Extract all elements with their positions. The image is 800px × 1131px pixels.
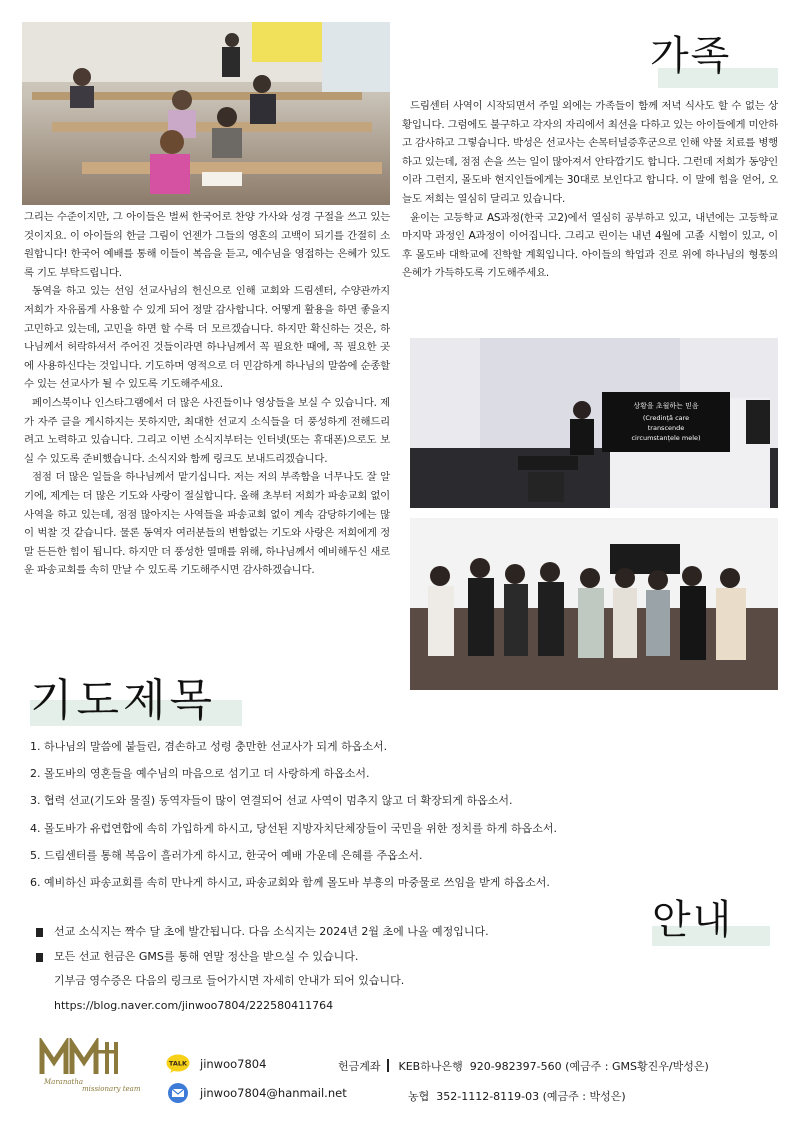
receipt-link[interactable]: https://blog.naver.com/jinwoo7804/222580411764 bbox=[54, 998, 334, 1012]
notice-heading-text: 안내 bbox=[652, 897, 734, 943]
email-address[interactable]: jinwoo7804@hanmail.net bbox=[200, 1086, 347, 1100]
bank-account-nh: 농협 352-1112-8119-03 (예금주 : 박성은) bbox=[408, 1090, 626, 1103]
divider bbox=[387, 1059, 389, 1072]
bank-account-row-1 bbox=[338, 1058, 709, 1074]
logo-text-maranatha: Maranatha bbox=[44, 1078, 84, 1086]
kakao-id[interactable]: jinwoo7804 bbox=[200, 1057, 267, 1071]
worship-photo bbox=[410, 338, 778, 508]
square-bullet-icon bbox=[36, 928, 43, 937]
donation-account-label: 헌금계좌 bbox=[338, 1060, 381, 1073]
family-heading-text: 가족 bbox=[650, 33, 732, 79]
prayer-item: 1. 하나님의 말씀에 붙들린, 겸손하고 성령 충만한 선교사가 되게 하옵소서. bbox=[30, 740, 388, 753]
notice-text: 모든 선교 헌금은 GMS를 통해 연말 정산을 받으실 수 있습니다. bbox=[54, 949, 359, 963]
maranatha-logo bbox=[38, 1038, 148, 1096]
left-paragraph-4: 점점 더 많은 일들을 하나님께서 맡기십니다. 저는 저의 부족함을 너무나도 잘 알기에, 제게는 더 많은 기도와 사랑이 절실합니다. 올해 초부터 저희가 파송교회 없이 사역을 하고 있는데, 점점 많아지는 사역들을 파송교회 없이 계속 감당하기에는 많이 벅찰 것 같습니다. 물론 동역자 여러분들의 변함없는 기도와 사랑은 저희에게 정말 든든한 힘이 됩니다. 하지만 더 풍성한 열매를 위해, 하나님께서 예비해두신 새로운 파송교회를 속히 만날 수 있도록 기도해주시면 감사하겠습니다. bbox=[24, 471, 390, 577]
left-paragraph-1: 그리는 수준이지만, 그 아이들은 벌써 한국어로 찬양 가사와 성경 구절을 쓰고 있는 것이지요. 이 아이들의 한글 그림이 언젠가 그들의 영혼의 고백이 되기를 간절히 소원합니다! 한국어 예배를 통해 이들이 복음을 듣고, 예수님을 영접하는 은혜가 있도록 기도 부탁드립니다. bbox=[24, 211, 390, 279]
notice-item bbox=[36, 945, 656, 970]
notice-item bbox=[36, 920, 656, 945]
left-paragraph-2: 동역을 하고 있는 선임 선교사님의 헌신으로 인해 교회와 드림센터, 수양관까지 저희가 자유롭게 사용할 수 있게 되어 정말 감사합니다. 어떻게 활용을 하면 좋을지 고민하고 있는데, 고민을 하면 할 수록 더 모르겠습니다. 하지만 확신하는 것은, 하나님께서 허락하셔서 주어진 것들이라면 하나님께서 꼭 필요한 때에, 꼭 필요한 곳에 사용하신다는 것입니다. 기도하며 영적으로 더 민감하게 하나님의 말씀에 순종할 수 있는 선교사가 될 수 있도록 기도해주세요. bbox=[24, 285, 390, 391]
group-photo bbox=[410, 518, 778, 690]
screen-line-1: 상황을 초월하는 믿음 bbox=[633, 402, 699, 410]
screen-line-4: circumstanțele mele) bbox=[631, 434, 701, 442]
prayer-item: 5. 드림센터를 통해 복음이 흘러가게 하시고, 한국어 예배 가운데 은혜를 주옵소서. bbox=[30, 848, 423, 862]
screen-line-3: transcende bbox=[647, 424, 685, 432]
prayer-item: 2. 몰도바의 영혼들을 예수님의 마음으로 섬기고 더 사랑하게 하옵소서. bbox=[30, 767, 370, 781]
notice-heading bbox=[652, 888, 733, 945]
screen-line-2: (Credință care bbox=[642, 414, 690, 422]
prayer-item: 6. 예비하신 파송교회를 속히 만나게 하시고, 파송교회와 함께 몰도바 부흥의 마중물로 쓰임을 받게 하옵소서. bbox=[30, 875, 550, 889]
bank-account-keb: KEB하나은행 920-982397-560 (예금주 : GMS황진우/박성은) bbox=[398, 1060, 709, 1073]
notice-subtext: 기부금 영수증은 다음의 링크로 들어가시면 자세히 안내가 되어 있습니다. bbox=[54, 974, 405, 988]
prayer-heading bbox=[30, 664, 216, 728]
left-paragraph-3: 페이스북이나 인스타그램에서 더 많은 사진들이나 영상들을 보실 수 있습니다. 제가 자주 글을 게시하지는 못하지만, 최대한 선교지 소식들을 더 풍성하게 전해드리려고 노력하고 있습니다. 그리고 이번 소식지부터는 인터넷(또는 휴대폰)으로도 보실 수 있도록 준비했습니다. 소식지와 함께 링크도 보내드리겠습니다. bbox=[24, 396, 390, 465]
mail-icon bbox=[166, 1083, 190, 1103]
kakao-contact bbox=[166, 1054, 266, 1074]
classroom-photo bbox=[22, 22, 390, 205]
left-column-text bbox=[24, 208, 390, 580]
right-paragraph-2: 윤이는 고등학교 AS과정(한국 고2)에서 열심히 공부하고 있고, 내년에는 고등학교 마지막 과정인 A과정이 이어집니다. 그리고 린이는 내년 4월에 고졸 시험이 있고, 이후 몰도바 대학교에 진학할 계획입니다. 아이들의 학업과 진로 위에 하나님의 형통의 은혜가 가득하도록 기도해주세요. bbox=[402, 211, 778, 280]
prayer-item: 3. 협력 선교(기도와 물질) 동역자들이 많이 연결되어 선교 사역이 멈추지 않고 더 확장되게 하옵소서. bbox=[30, 794, 513, 808]
kakaotalk-icon bbox=[166, 1054, 190, 1074]
svg-text:TALK: TALK bbox=[168, 1059, 188, 1068]
email-contact bbox=[166, 1083, 347, 1103]
prayer-heading-text: 기도제목 bbox=[30, 675, 217, 726]
bank-account-row-2 bbox=[408, 1088, 626, 1104]
family-heading bbox=[650, 24, 731, 81]
maranatha-logo-mark-icon bbox=[38, 1038, 128, 1078]
prayer-list bbox=[30, 738, 750, 901]
right-column-text bbox=[402, 97, 778, 283]
logo-text-team: missionary team bbox=[82, 1085, 141, 1093]
square-bullet-icon bbox=[36, 953, 43, 962]
notice-block bbox=[36, 920, 656, 1018]
prayer-item: 4. 몰도바가 유럽연합에 속히 가입하게 하시고, 당선된 지방자치단체장들이 국민을 위한 정치를 하게 하옵소서. bbox=[30, 821, 557, 835]
right-paragraph-1: 드림센터 사역이 시작되면서 주일 외에는 가족들이 함께 저녁 식사도 할 수 없는 상황입니다. 그럼에도 불구하고 각자의 자리에서 최선을 다하고 있는 아이들에게 미안하고 감사하고 그렇습니다. 박성은 선교사는 손목터널증후군으로 인해 약물 치료를 병행하고 있는데, 점점 손을 쓰는 일이 많아져서 안타깝기도 합니다. 그런데 저희가 동양인이라 그런지, 몰도바 현지인들에게는 30대로 보인다고 합니다. 이 말에 힘을 얻어, 오늘도 저희는 열심히 달리고 있습니다. bbox=[402, 100, 778, 205]
notice-text: 선교 소식지는 짝수 달 초에 발간됩니다. 다음 소식지는 2024년 2월 초에 나올 예정입니다. bbox=[54, 925, 489, 938]
